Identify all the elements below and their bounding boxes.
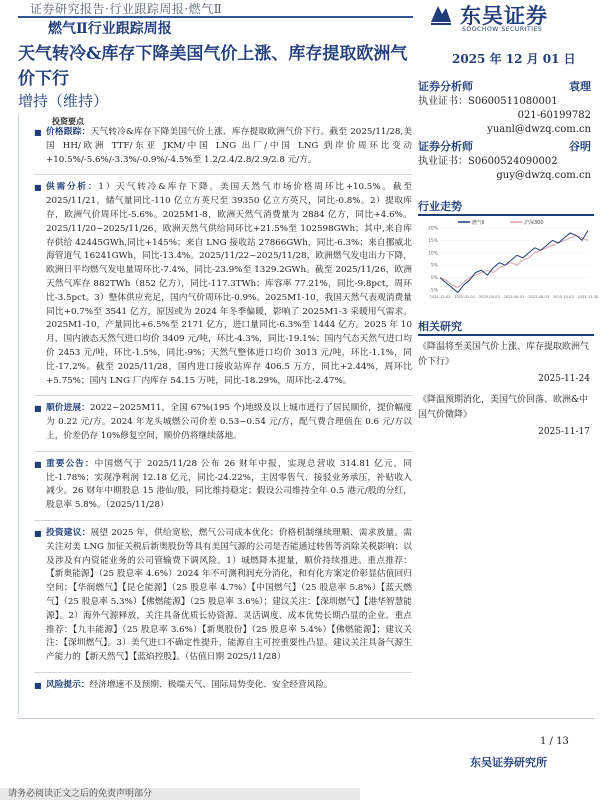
y-tick-label: 20% [427,226,438,232]
analyst-block [418,140,593,183]
divider [34,395,412,396]
related-item-title[interactable]: 《降温将至美国气价上涨、库存提取欧洲气价下行》 [418,342,590,367]
point-body: 经济增速不及预期、极端天气、国际局势变化、安全经营风险。 [89,679,333,690]
x-tick-label: 2025-02-01 [454,295,476,299]
related-research [418,334,594,446]
analyst-cert: 执业证书：S0600524090002 [418,156,558,167]
point-body: 天气转冷&库存下降美国气价上涨、库存提取欧洲气价下行。截至 2025/11/28,美国 HH/欧洲 TTF/东亚 JKM/中国 LNG 出厂/中国 LNG 到岸价周环比变动+10.5%/-5.6%/-3.3%/-0.9%/-4.5%至 1.2/2.4/2.8/2.9/2.8 元/方。 [46,127,413,165]
summary-point [34,679,412,693]
x-tick-label: 2025-04-03 [478,295,500,299]
point-body: 展望 2025 年，供给宽松，燃气公司成本优化；价格机制继续理顺、需求放量。需关注对美 LNG 加征关税后新奥股份等具有美国气源的公司是否能通过转售等消除关税影响；以及涉及有内资能业务的公司管输费下调风险。1）城燃降本提量，顺价持续推进。重点推荐：【新奥能源】（25 股息率 4.6%）2024 年不可测利润充分消化，和有化方案定价彰显估值回归空间；【华润燃气】【昆仑能源】（25 股息率 4.7%）【中国燃气】（25 股息率 5.8%）【蓝天燃气】（25 股息率 5.3%）【佛燃能源】（25 股息率 3.6%）；建议关注：【深圳燃气】【港华智慧能源】。2）海外气源释放，关注具备优质长协资源、灵活调度、成本优势长期凸显的企业。重点推荐：【九丰能源】（25 股息率 3.6%）【新奥股份】（25 股息率 5.4%）【佛燃能源】；建议关注：【深圳燃气】。3）美气进口不确定性提升，能源自主可控重要性凸显。建议关注具备气源生产能力的【新天然气】【蓝焰控股】。（估值日期 2025/11/28） [46,527,412,663]
logo-name: 东吴证券 [460,4,548,28]
report-header [0,0,600,40]
analyst-block [418,80,593,137]
y-tick-label: 5% [430,263,438,269]
breadcrumb: 证券研究报告·行业跟踪周报·燃气Ⅱ [30,2,223,16]
logo-mark-icon [428,2,454,28]
point-body: 1）天气转冷&库存下降，美国天然气市场价格周环比+10.5%。截至 2025/11/21，储气量同比-110 亿立方英尺至 39350 亿立方英尺，同比-0.8%。2）提取库存，欧洲气价周环比-5.6%。2025M1-8，欧洲天然气消费量为 2884 亿方，同比+4.6%。2025/11/20~2025/11/26，欧洲天然气供给同环比+21.5%至 102598GWh；其中,来自库存供给 42445GWh,同比+145%；来自 LNG 接收站 27866GWh，同比-6.3%；来自挪威北海管道气 16241GWh，同比-13.4%。2025/11/22~2025/11/28，欧洲燃气发电出力下降，欧洲日平均燃气发电量周环比-7.4%，同比-23.9%至 1329.2GWh。截至 2025/11/26，欧洲天然气库存 882TWh（852 亿方），同比-117.3TWh；库容率 77.21%，同比-9.8pct，周环比-3.5pct。3）整体供应充足，国内气价周环比-0.9%。2025M1-10，我国天然气表观消费量同比+0.7%至 3541 亿方，原因或为 2024 年冬季偏暖，影响了 2025M1-3 采暖用气需求。2025M1-10，产量同比+6.5%至 2171 亿方，进口量同比-6.3%至 1444 亿方。2025 年 10 月，国内液态天然气进口均价 3409 元/吨，环比-4.3%，同比-19.1%；国内气态天然气进口均价 2453 元/吨，环比-1.5%，同比-9%；天然气整体进口均价 3013 元/吨，环比-1.1%，同比-17.2%。截至 2025/11/28，国内进口接收站库存 406.5 万方，同比+2.44%，周环比+5.75%；国内 LNG 厂内库存 54.15 万吨，同比-18.29%，周环比-2.47%。 [46,182,413,386]
report-date: 2025 年 12 月 01 日 [452,52,576,66]
rating: 增持（维持） [18,92,109,110]
point-heading: 重要公告： [46,458,95,469]
point-body: 中国燃气于 2025/11/28 公布 26 财年中报，实现总营收 314.81 亿元，同比-1.78%；实现净利润 12.18 亿元，同比-24.22%，主因零售气、接驳业务承压，补贴收入减少。26 财年中期股息 15 港仙/股，同比维持稳定；假设公司维持全年 0.5 港元/股的分红，股息率 5.8%。（2025/11/28） [46,458,413,511]
point-body: 2022~2025M11，全国 67%(195 个)地级及以上城市进行了居民顺价，提价幅度为 0.22 元/方。2024 年龙头城燃公司价差 0.53~0.54 元/方，配气费合理值在 0.6 元/方以上，价差仍存 10%修复空间，顺价仍将继续落地。 [46,403,413,441]
analyst-name: 袁理 [569,80,591,93]
analyst-role: 证券分析师 [418,80,473,93]
x-tick-label: 2025-06-03 [503,295,525,299]
y-tick-label: 10% [427,251,438,257]
series-line-index [440,235,588,287]
research-institute: 东吴证券研究所 [470,756,547,769]
x-tick-label: 2024-12-02 [429,295,451,299]
related-item-title[interactable]: 《降温预期消化，美国气价回落、欧洲&中国气价微降》 [418,395,589,420]
x-tick-label: 2025-11-30 [577,295,599,299]
industry-label: 燃气Ⅱ行业跟踪周报 [48,21,172,37]
point-heading: 风险提示： [46,679,90,690]
related-title: 相关研究 [418,320,462,333]
trend-title: 行业走势 [418,200,462,213]
summary-point [34,458,412,513]
point-heading: 价格跟踪： [46,127,91,137]
analyst-email[interactable]: guy@dwzq.com.cn [496,170,591,181]
summary-point [34,527,412,665]
summary-point [34,126,412,167]
y-tick-label: 15% [427,238,438,244]
summary-title: 投资要点 [52,116,84,126]
company-logo [428,2,588,34]
summary-divider [18,114,19,714]
related-item[interactable] [418,340,594,387]
legend-label: 沪深300 [524,220,544,226]
divider [34,520,412,521]
analyst-email[interactable]: yuanl@dwzq.com.cn [487,124,591,135]
point-heading: 顺价进展： [46,403,90,414]
report-title: 天气转冷&库存下降美国气价上涨、库存提取欧洲气价下行 [18,44,408,89]
analyst-role: 证券分析师 [418,140,473,153]
related-item-date: 2025-11-17 [538,427,590,437]
footer-divider [18,718,594,719]
point-heading: 投资建议： [46,527,91,538]
logo-english-name: SOOCHOW SECURITIES [462,26,543,33]
analyst-phone: 021-60199782 [517,110,591,121]
x-tick-label: 2025-10-03 [552,295,574,299]
trend-chart-svg [418,216,599,306]
summary-point [34,181,412,388]
summary-content [34,126,412,700]
point-heading: 供需分析： [46,182,99,193]
divider [34,174,412,175]
trend-chart [418,214,599,306]
related-item[interactable] [418,393,594,440]
x-tick-label: 2025-08-03 [528,295,550,299]
analyst-name: 谷明 [569,140,591,153]
divider [34,672,412,673]
disclaimer: 请务必阅读正文之后的免责声明部分 [0,788,360,800]
y-tick-label: -5% [429,288,438,294]
page-number: 1 / 13 [540,736,569,747]
analyst-cert: 执业证书：S0600511080001 [418,96,558,107]
summary-point [34,402,412,443]
y-tick-label: 0% [430,276,438,282]
related-item-date: 2025-11-24 [538,374,590,384]
legend-label: 燃气Ⅱ [472,220,485,226]
divider [34,451,412,452]
